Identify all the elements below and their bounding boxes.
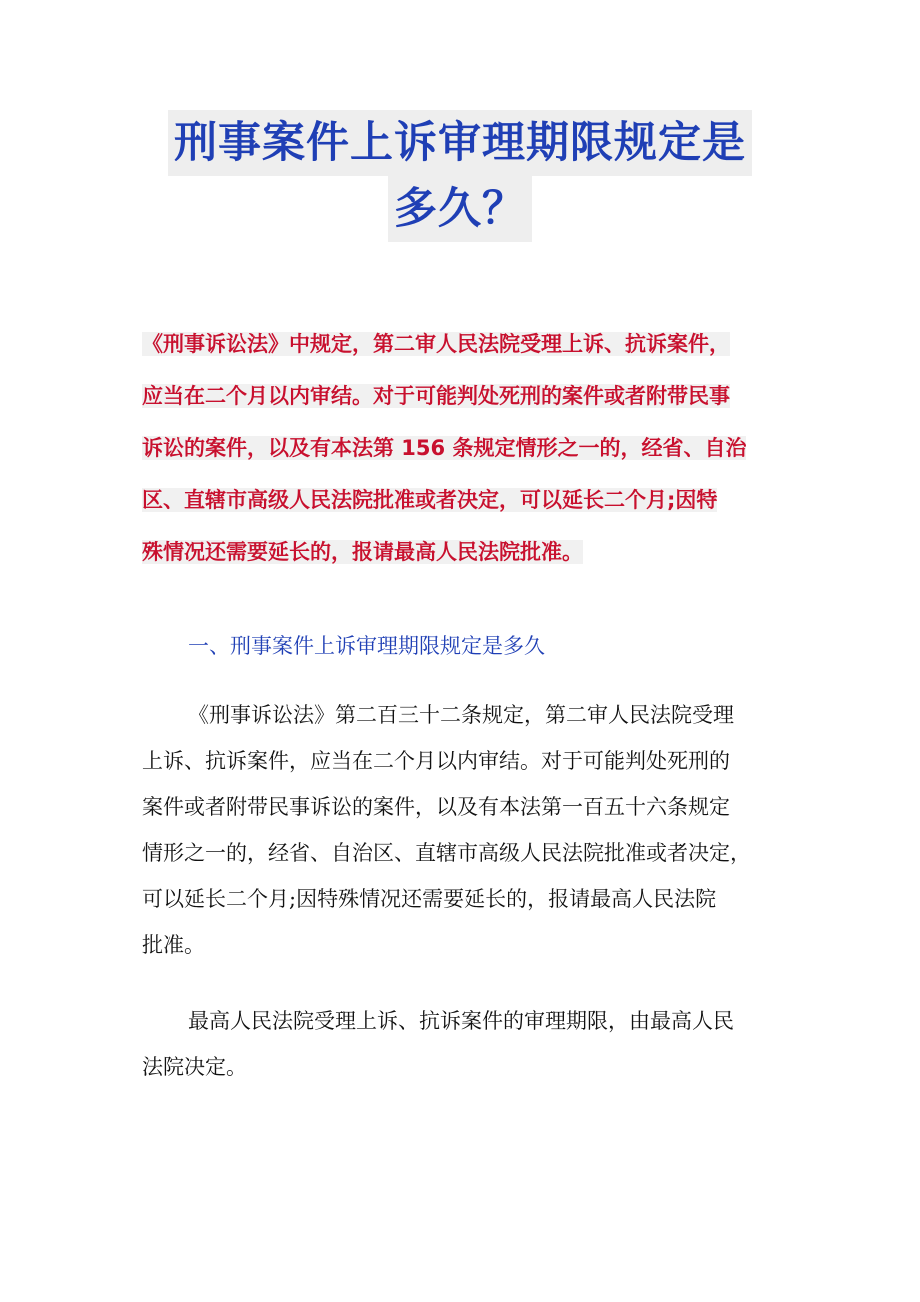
section-heading: 一、刑事案件上诉审理期限规定是多久 bbox=[188, 634, 545, 658]
body-paragraph-2 bbox=[142, 998, 787, 1090]
paragraph-1-line-6: 批准。 bbox=[142, 933, 205, 957]
summary-paragraph bbox=[142, 318, 782, 578]
paragraph-1-line-5: 可以延长二个月;因特殊情况还需要延长的，报请最高人民法院 bbox=[142, 887, 717, 911]
paragraph-2-line-1: 最高人民法院受理上诉、抗诉案件的审理期限，由最高人民 bbox=[188, 1009, 734, 1033]
title-line-2: 多久？ bbox=[388, 176, 532, 242]
page-title bbox=[0, 110, 920, 242]
paragraph-2-line-2: 法院决定。 bbox=[142, 1055, 247, 1079]
body-paragraph-1 bbox=[142, 692, 787, 968]
paragraph-1-line-2: 上诉、抗诉案件，应当在二个月以内审结。对于可能判处死刑的 bbox=[142, 749, 730, 773]
summary-line-4: 区、直辖市高级人民法院批准或者决定，可以延长二个月;因特 bbox=[142, 488, 718, 512]
paragraph-1-line-1: 《刑事诉讼法》第二百三十二条规定，第二审人民法院受理 bbox=[188, 703, 734, 727]
summary-line-2: 应当在二个月以内审结。对于可能判处死刑的案件或者附带民事 bbox=[142, 384, 730, 408]
summary-line-3: 诉讼的案件，以及有本法第 156 条规定情形之一的，经省、自治 bbox=[142, 436, 747, 460]
paragraph-1-line-3: 案件或者附带民事诉讼的案件，以及有本法第一百五十六条规定 bbox=[142, 795, 730, 819]
summary-line-1: 《刑事诉讼法》中规定，第二审人民法院受理上诉、抗诉案件， bbox=[142, 332, 730, 356]
paragraph-1-line-4: 情形之一的，经省、自治区、直辖市高级人民法院批准或者决定， bbox=[142, 841, 751, 865]
summary-line-5: 殊情况还需要延长的，报请最高人民法院批准。 bbox=[142, 540, 583, 564]
title-line-1: 刑事案件上诉审理期限规定是 bbox=[168, 110, 752, 176]
